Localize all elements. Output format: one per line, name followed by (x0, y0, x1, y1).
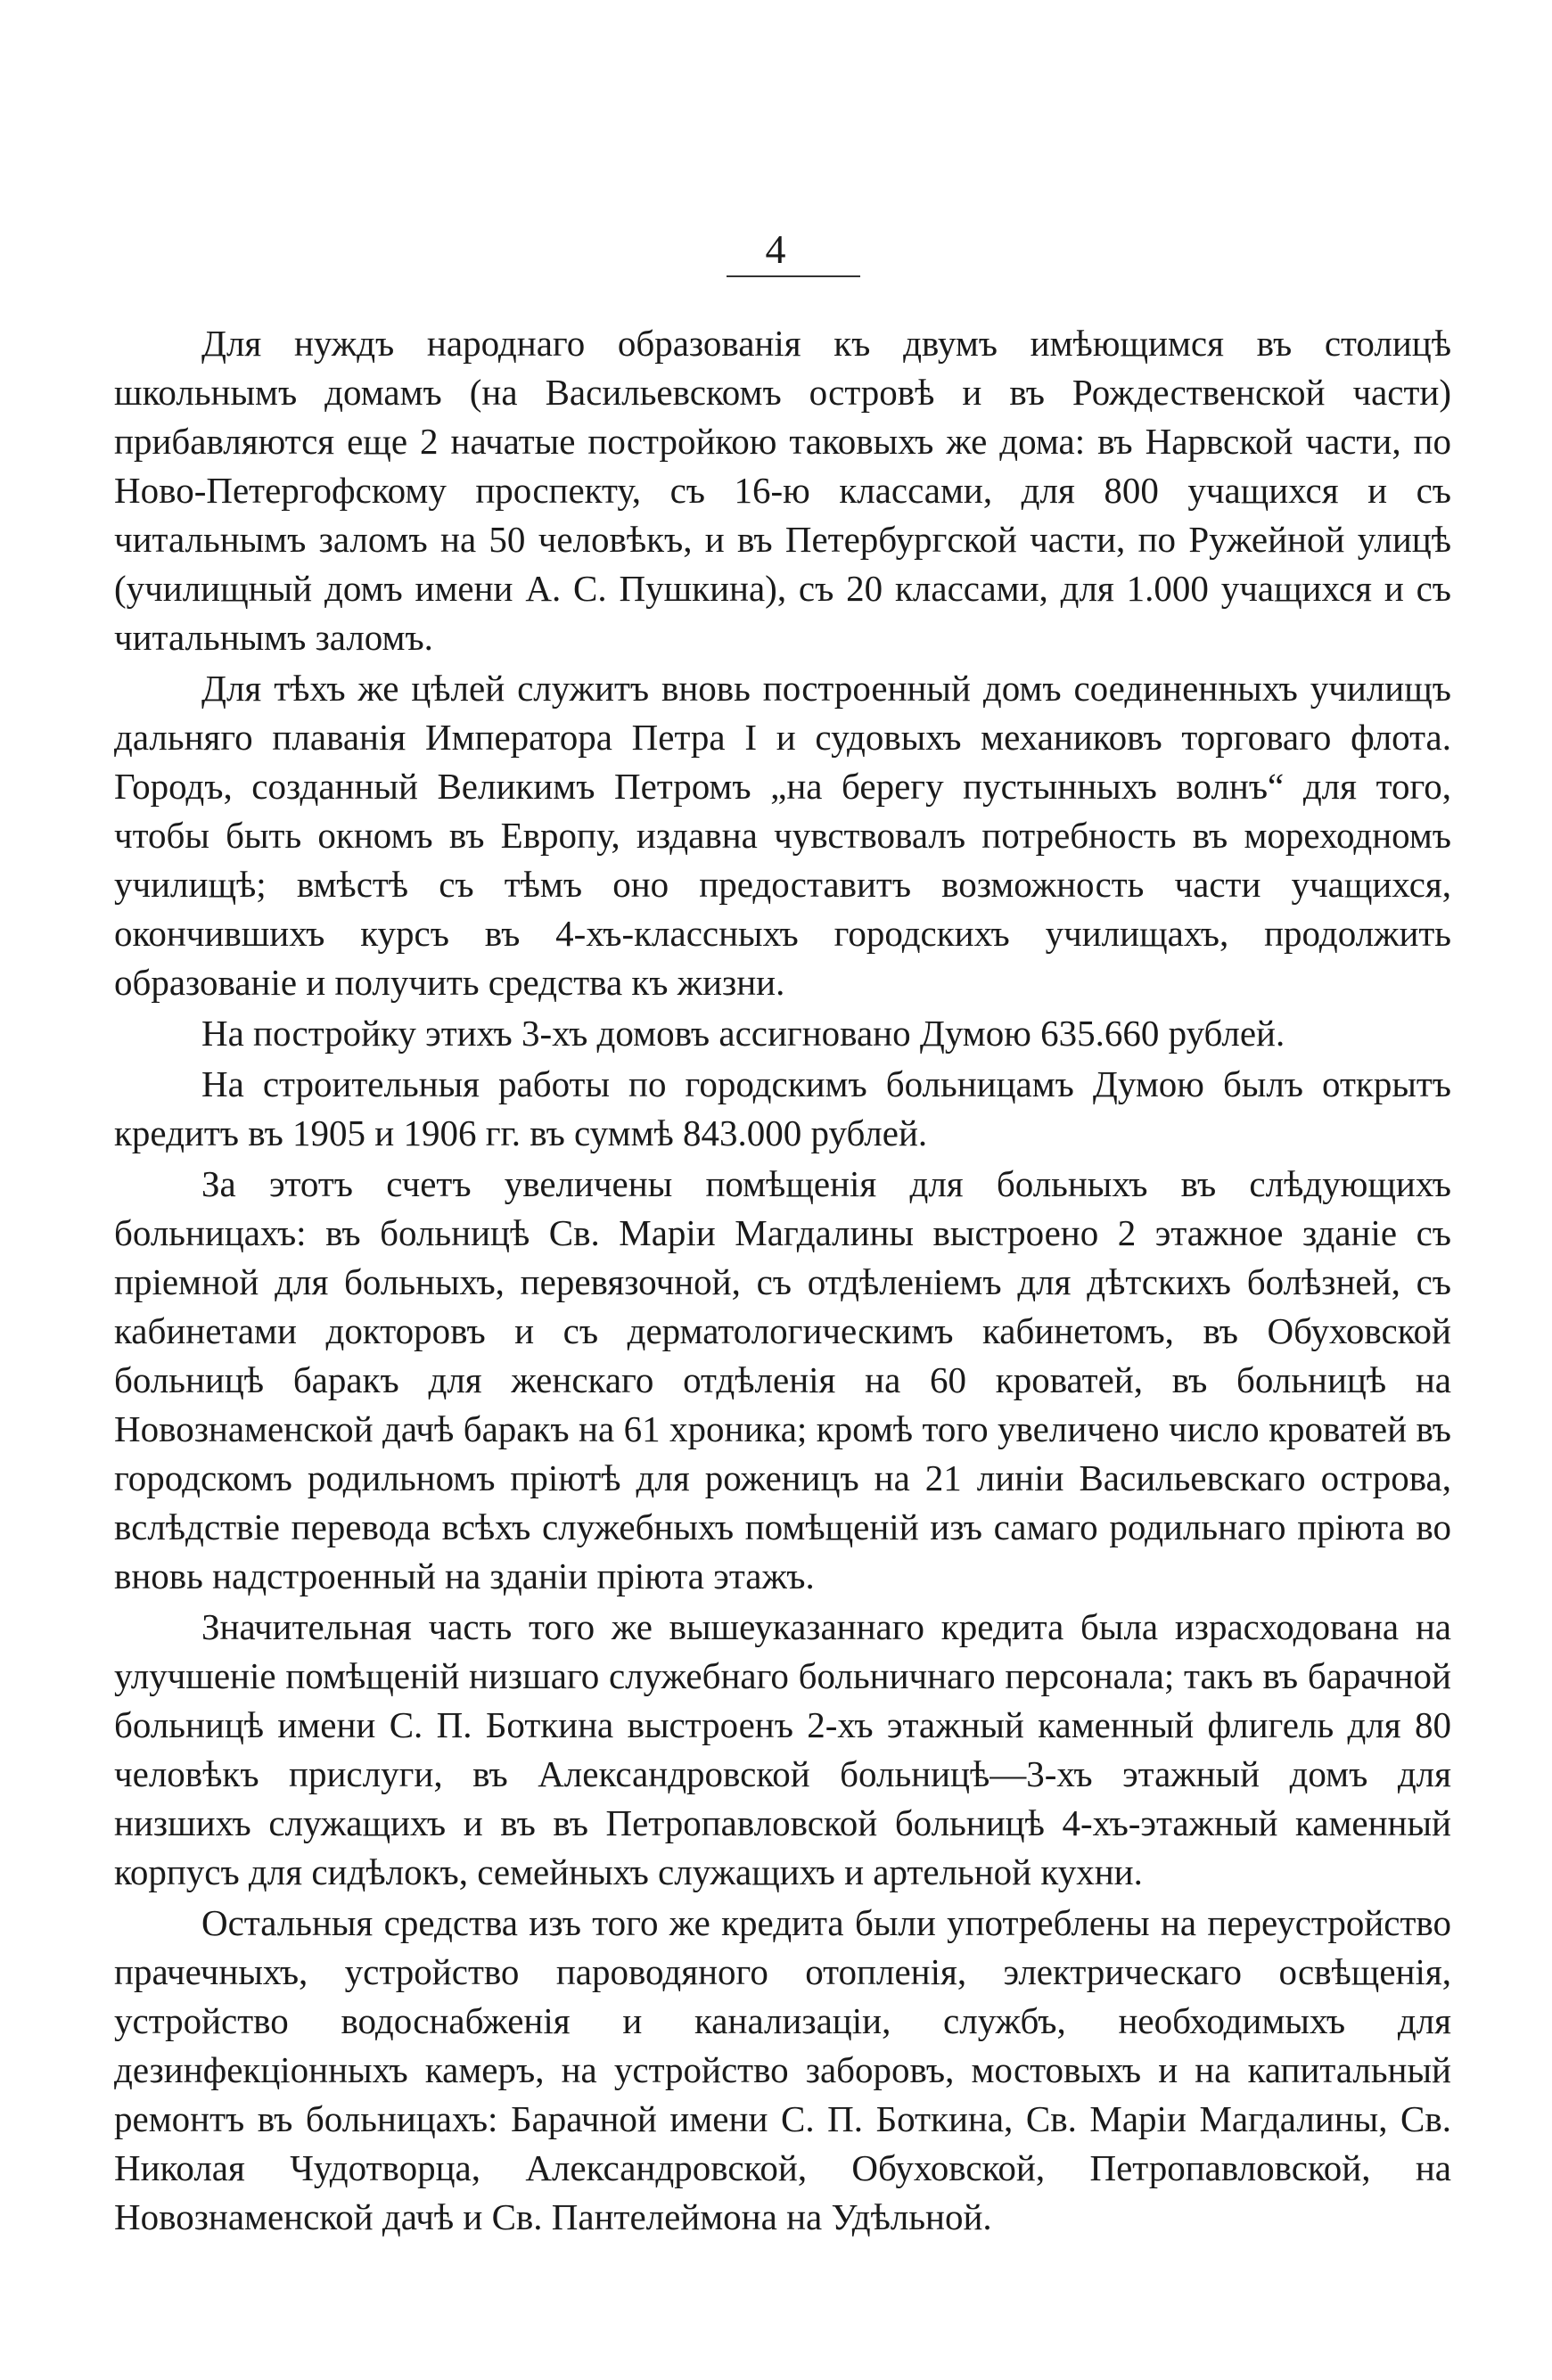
paragraph-navigation-school: Для тѣхъ же цѣлей служитъ вновь построенный домъ соединенныхъ училищъ дальняго плаванія Императора Петра I и судовыхъ механиковъ торговаго флота. Городъ, созданный Великимъ Петромъ „на берегу пустынныхъ волнъ“ для того, чтобы быть окномъ въ Европу, издавна чувствовалъ потребность въ мореходномъ училищѣ; вмѣстѣ съ тѣмъ оно предоставитъ возможность части учащихся, окончившихъ курсъ въ 4-хъ-классныхъ городскихъ училищахъ, продолжить образованіе и получить средства къ жизни. (114, 668, 1451, 1003)
paragraph-remaining-funds: Остальныя средства изъ того же кредита были употреблены на переустройство прачечныхъ, устройство пароводяного отопленія, электрическаго освѣщенія, устройство водоснабженія и канализаціи, службъ, необходимыхъ для дезинфекціонныхъ камеръ, на устройство заборовъ, мостовыхъ и на капитальный ремонтъ въ больницахъ: Барачной имени С. П. Боткина, Св. Маріи Магдалины, Св. Николая Чудотворца, Александровской, Обуховской, Петропавловской, на Новознаменской дачѣ и Св. Пантелеймона на Удѣльной. (114, 1902, 1451, 2237)
paragraph-staff-housing: Значительная часть того же вышеуказаннаго кредита была израсходована на улучшеніе помѣщеній низшаго служебнаго больничнаго персонала; такъ въ барачной больницѣ имени С. П. Боткина выстроенъ 2-хъ этажный каменный флигель для 80 человѣкъ прислуги, въ Александровской больницѣ—3-хъ этажный домъ для низшихъ служащихъ и въ въ Петропавловской больницѣ 4-хъ-этажный каменный корпусъ для сидѣлокъ, семейныхъ служащихъ и артельной кухни. (114, 1606, 1451, 1892)
paragraph-public-education-schools: Для нуждъ народнаго образованія къ двумъ имѣющимся въ столицѣ школьнымъ домамъ (на Васильевскомъ островѣ и въ Рождественской части) прибавляются еще 2 начатые постройкою таковыхъ же дома: въ Нарвской части, по Ново-Петергофскому проспекту, съ 16-ю классами, для 800 учащихся и съ читальнымъ заломъ на 50 человѣкъ, и въ Петербургской части, по Ружейной улицѣ (училищный домъ имени А. С. Пушкина), съ 20 классами, для 1.000 учащихся и съ читальнымъ заломъ. (114, 323, 1451, 658)
paragraph-hospital-expansion: За этотъ счетъ увеличены помѣщенія для больныхъ въ слѣдующихъ больницахъ: въ больницѣ Св. Маріи Магдалины выстроено 2 этажное зданіе съ пріемной для больныхъ, перевязочной, съ отдѣленіемъ для дѣтскихъ болѣзней, съ кабинетами докторовъ и съ дерматологическимъ кабинетомъ, въ Обуховской больницѣ баракъ для женскаго отдѣленія на 60 кроватей, въ больницѣ на Новознаменской дачѣ баракъ на 61 хроника; кромѣ того увеличено число кроватей въ городскомъ родильномъ пріютѣ для роженицъ на 21 линіи Васильевскаго острова, вслѣдствіе перевода всѣхъ служебныхъ помѣщеній изъ самаго родильнаго пріюта во вновь надстроенный на зданіи пріюта этажъ. (114, 1163, 1451, 1596)
text-body (114, 319, 1451, 2242)
paragraph-construction-assignment: На постройку этихъ 3-хъ домовъ ассигновано Думою 635.660 рублей. (201, 1013, 1285, 1054)
page-number: 4 (765, 226, 786, 272)
paragraph-hospital-credit: На строительныя работы по городскимъ больницамъ Думою былъ открытъ кредитъ въ 1905 и 1906 гг. въ суммѣ 843.000 рублей. (114, 1063, 1451, 1153)
page-number-rule (727, 275, 860, 277)
